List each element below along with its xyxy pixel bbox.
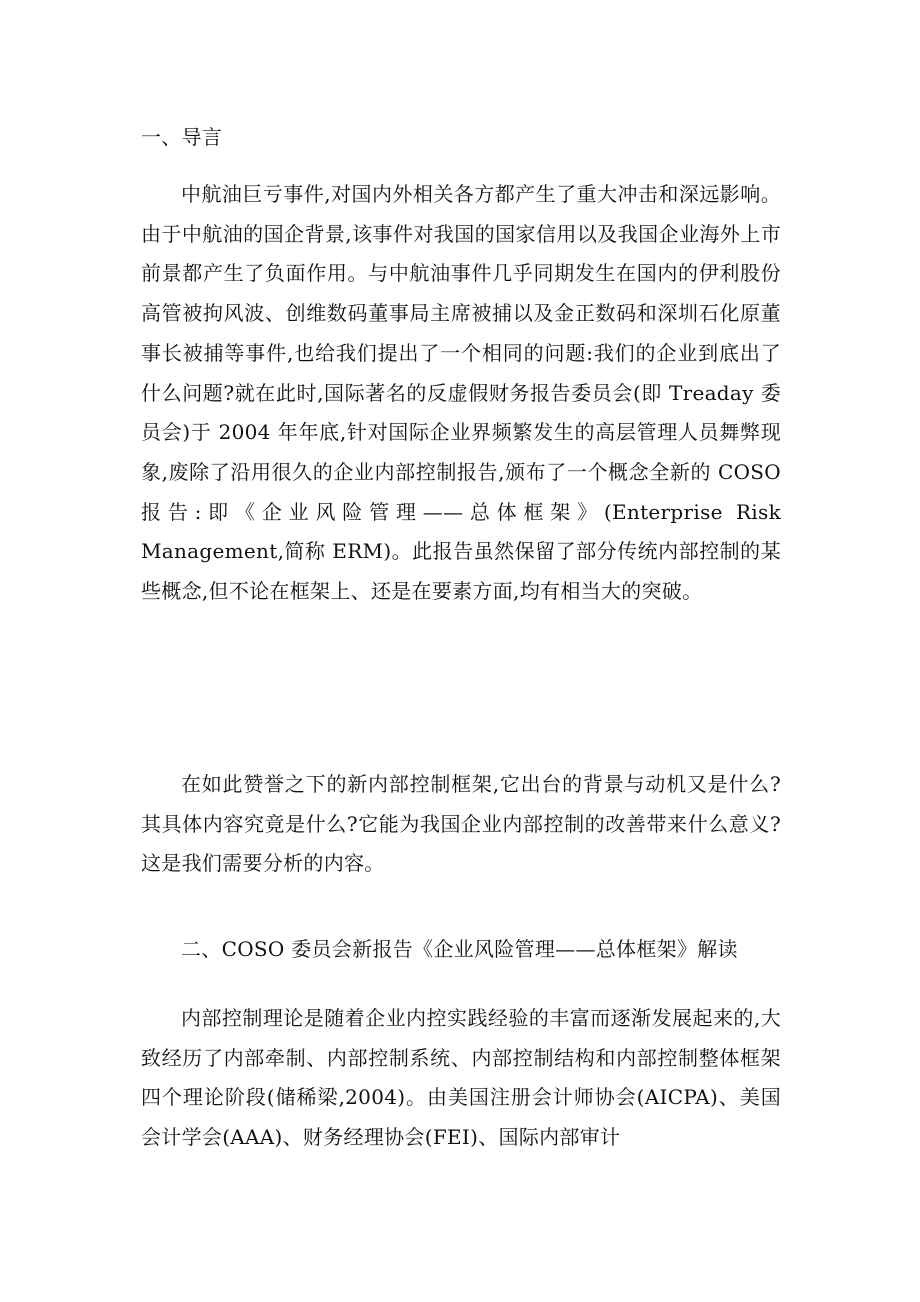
paragraph-text: 内部控制理论是随着企业内控实践经验的丰富而逐渐发展起来的,大致经历了内部牵制、内部控制系统、内部控制结构和内部控制整体框架四个理论阶段(储稀梁,2004)。由美国注册会计师协会(AICPA)、美国会计学会(AAA)、财务经理协会(FEI)、国际内部审计 bbox=[141, 1006, 781, 1150]
heading-text: 一、导言 bbox=[141, 125, 223, 149]
paragraph-internal-control-theory bbox=[141, 999, 781, 1158]
heading-text: 二、COSO 委员会新报告《企业风险管理——总体框架》解读 bbox=[181, 937, 738, 961]
paragraph-text: 在如此赞誉之下的新内部控制框架,它出台的背景与动机又是什么?其具体内容究竟是什么?它能为我国企业内部控制的改善带来什么意义?这是我们需要分析的内容。 bbox=[141, 772, 781, 876]
paragraph-background bbox=[141, 175, 781, 612]
section-heading-introduction bbox=[141, 118, 781, 158]
paragraph-text: 中航油巨亏事件,对国内外相关各方都产生了重大冲击和深远影响。由于中航油的国企背景,该事件对我国的国家信用以及我国企业海外上市前景都产生了负面作用。与中航油事件几乎同期发生在国内的伊利股份高管被拘风波、创维数码董事局主席被捕以及金正数码和深圳石化原董事长被捕等事件,也给我们提出了一个相同的问题:我们的企业到底出了什么问题?就在此时,国际著名的反虚假财务报告委员会(即 Treaday 委员会)于 2004 年年底,针对国际企业界频繁发生的高层管理人员舞弊现象,废除了沿用很久的企业内部控制报告,颁布了一个概念全新的 COSO 报告:即《企业风险管理——总体框架》(Enterprise Risk Management,简称 ERM)。此报告虽然保留了部分传统内部控制的某些概念,但不论在框架上、还是在要素方面,均有相当大的突破。 bbox=[141, 182, 781, 604]
paragraph-questions bbox=[141, 765, 781, 884]
section-heading-coso-report bbox=[141, 930, 781, 970]
